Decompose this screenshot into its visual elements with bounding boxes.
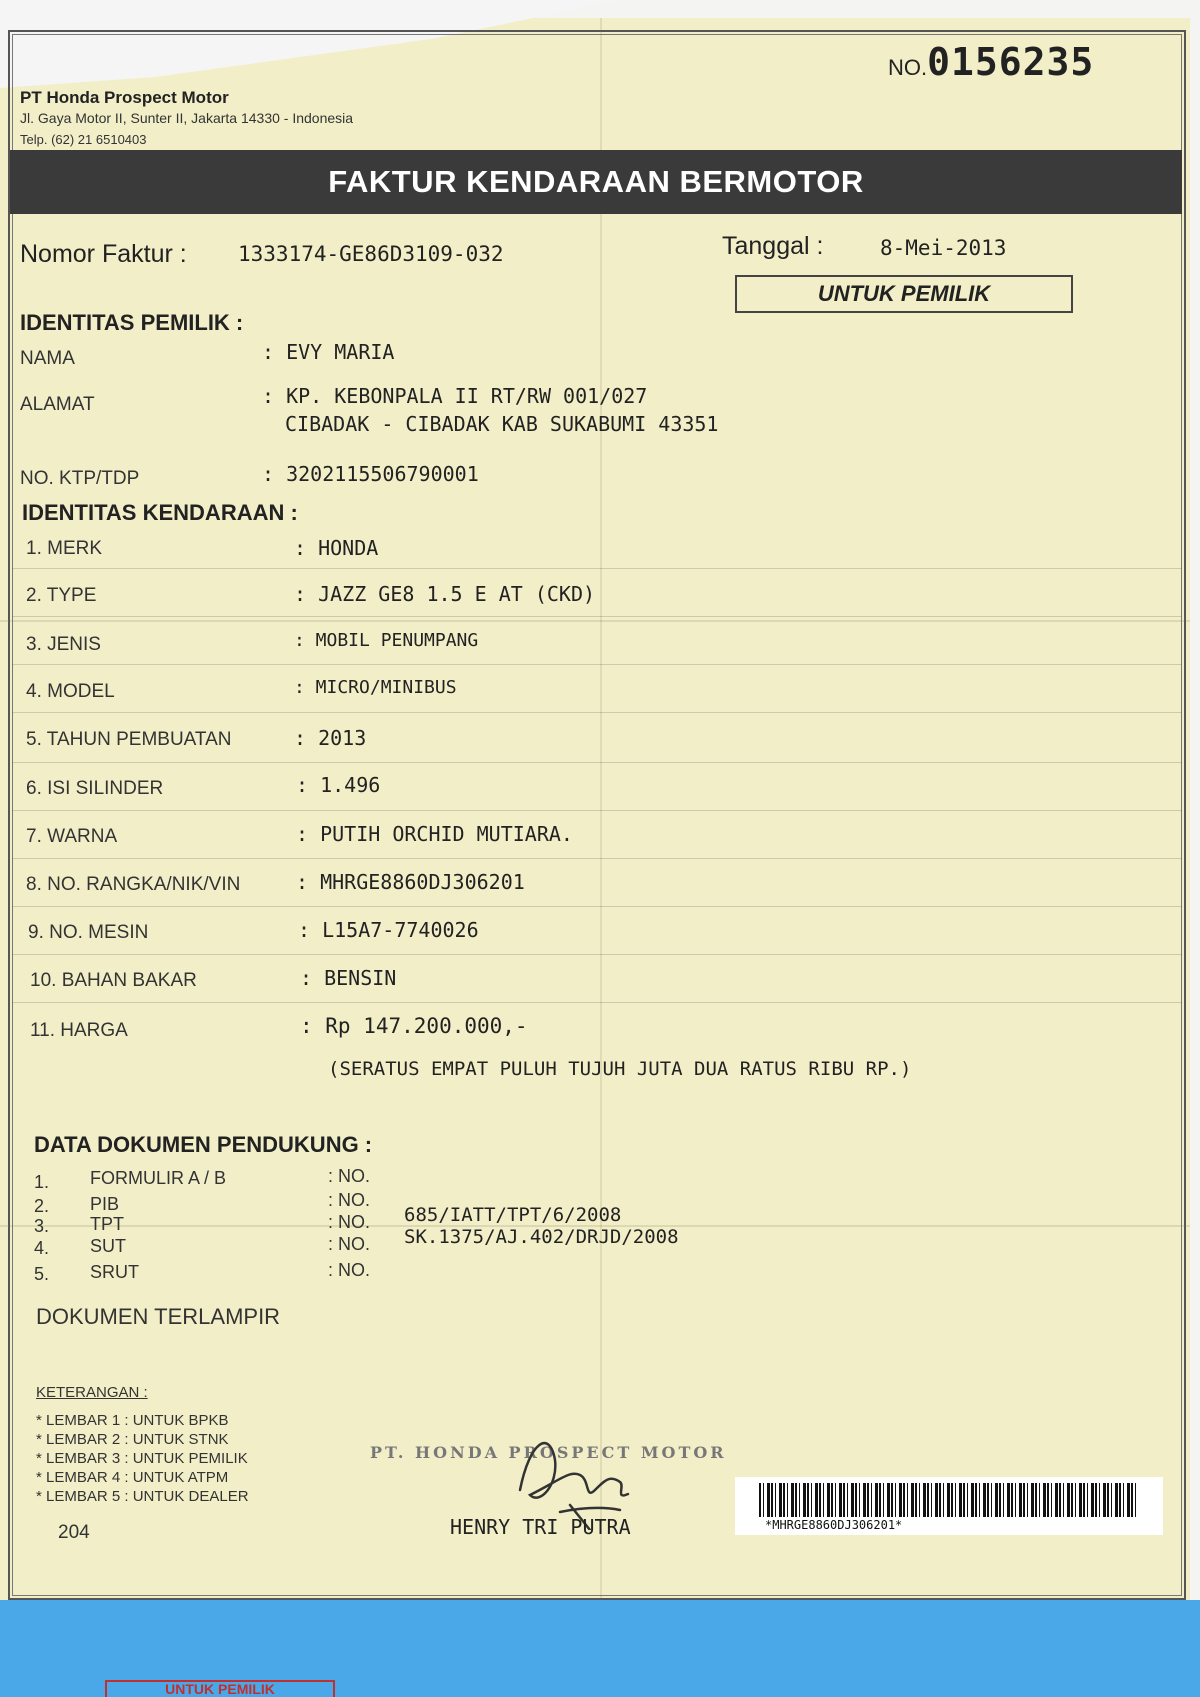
owner-heading: IDENTITAS PEMILIK : [20, 310, 244, 335]
company-address: Jl. Gaya Motor II, Sunter II, Jakarta 14330 - Indonesia [20, 110, 354, 126]
vehicle-jenis-value: : MOBIL PENUMPANG [294, 630, 479, 651]
vehicle-engine-label: 9. NO. MESIN [28, 922, 149, 943]
vin-barcode [735, 1477, 1163, 1535]
support-row-label: SUT [90, 1236, 126, 1256]
vehicle-type-value: : JAZZ GE8 1.5 E AT (CKD) [294, 582, 596, 606]
inner-frame [12, 34, 1182, 1596]
vehicle-jenis-label: 3. JENIS [26, 634, 101, 655]
support-row-prefix: : NO. [328, 1260, 371, 1280]
vehicle-cylinder-value: : 1.496 [296, 773, 381, 797]
note-item: * LEMBAR 4 : UNTUK ATPM [36, 1469, 229, 1486]
support-row-value: SK.1375/AJ.402/DRJD/2008 [404, 1226, 679, 1248]
vehicle-merk-value: : HONDA [294, 536, 379, 560]
support-row-prefix: : NO. [328, 1234, 371, 1254]
vehicle-price-value: : Rp 147.200.000,- [300, 1014, 528, 1038]
vehicle-year-label: 5. TAHUN PEMBUATAN [26, 729, 232, 750]
vehicle-vin-value: : MHRGE8860DJ306201 [296, 870, 525, 894]
document-number-label: NO. [888, 55, 928, 80]
attached-docs-heading: DOKUMEN TERLAMPIR [36, 1304, 281, 1329]
fold-line [600, 18, 602, 1613]
page-number: 204 [58, 1522, 90, 1543]
vehicle-model-label: 4. MODEL [26, 681, 115, 702]
row-divider [12, 858, 1182, 859]
owner-address-label: ALAMAT [20, 394, 95, 415]
note-item: * LEMBAR 3 : UNTUK PEMILIK [36, 1450, 248, 1467]
vehicle-color-label: 7. WARNA [26, 826, 118, 847]
date-label: Tanggal : [722, 232, 824, 260]
row-divider [12, 762, 1182, 763]
company-stamp: PT. HONDA PROSPECT MOTOR [370, 1443, 727, 1462]
row-divider [12, 712, 1182, 713]
invoice-number-value: 1333174-GE86D3109-032 [238, 242, 504, 266]
vehicle-engine-value: : L15A7-7740026 [298, 918, 479, 942]
date-value: 8-Mei-2013 [880, 236, 1007, 260]
invoice-number-label: Nomor Faktur : [20, 240, 187, 268]
vehicle-fuel-label: 10. BAHAN BAKAR [30, 970, 197, 991]
owner-ktp-label: NO. KTP/TDP [20, 468, 140, 489]
owner-address-line2: CIBADAK - CIBADAK KAB SUKABUMI 43351 [285, 412, 719, 436]
note-item: * LEMBAR 5 : UNTUK DEALER [36, 1488, 249, 1505]
support-row-label: FORMULIR A / B [90, 1168, 227, 1188]
company-name: PT Honda Prospect Motor [20, 88, 229, 107]
support-row-prefix: : NO. [328, 1190, 371, 1210]
row-divider [12, 1002, 1182, 1003]
row-divider [12, 568, 1182, 569]
document-number [888, 40, 1094, 84]
vehicle-model-value: : MICRO/MINIBUS [294, 677, 457, 698]
vehicle-type-label: 2. TYPE [26, 585, 97, 606]
support-row-label: SRUT [90, 1262, 139, 1282]
document-number-value: 0156235 [927, 40, 1095, 84]
company-phone: Telp. (62) 21 6510403 [20, 132, 147, 147]
row-divider [12, 906, 1182, 907]
support-row-num: 1. [34, 1172, 50, 1192]
support-row-num: 2. [34, 1196, 50, 1216]
support-row-label: PIB [90, 1194, 120, 1214]
owner-name-value: : EVY MARIA [262, 340, 395, 364]
note-item: * LEMBAR 2 : UNTUK STNK [36, 1431, 229, 1448]
vehicle-price-words: (SERATUS EMPAT PULUH TUJUH JUTA DUA RATUS RIBU RP.) [328, 1058, 912, 1080]
signatory-name: HENRY TRI PUTRA [450, 1515, 631, 1539]
vehicle-heading: IDENTITAS KENDARAAN : [22, 500, 298, 525]
support-row-prefix: : NO. [328, 1212, 371, 1232]
vehicle-fuel-value: : BENSIN [300, 966, 397, 990]
vehicle-year-value: : 2013 [294, 726, 367, 750]
support-row-num: 4. [34, 1238, 50, 1258]
support-row-num: 3. [34, 1216, 50, 1236]
barcode-bars [759, 1483, 1139, 1517]
barcode-text: *MHRGE8860DJ306201* [765, 1518, 903, 1532]
support-row-value: 685/IATT/TPT/6/2008 [404, 1204, 622, 1226]
copy-designation-box: UNTUK PEMILIK [735, 275, 1073, 313]
support-row-num: 5. [34, 1264, 50, 1284]
notes-heading: KETERANGAN : [36, 1384, 148, 1401]
row-divider [12, 810, 1182, 811]
support-docs-heading: DATA DOKUMEN PENDUKUNG : [34, 1132, 373, 1157]
underlying-sheet-label: UNTUK PEMILIK [105, 1680, 335, 1697]
support-row-prefix: : NO. [328, 1166, 371, 1186]
row-divider [12, 954, 1182, 955]
note-item: * LEMBAR 1 : UNTUK BPKB [36, 1412, 229, 1429]
fold-line [0, 620, 1190, 622]
vehicle-color-value: : PUTIH ORCHID MUTIARA. [296, 822, 573, 846]
support-row-label: TPT [90, 1214, 124, 1234]
owner-ktp-value: : 3202115506790001 [262, 462, 479, 486]
row-divider [12, 664, 1182, 665]
vehicle-merk-label: 1. MERK [26, 538, 103, 559]
owner-address-line1: : KP. KEBONPALA II RT/RW 001/027 [262, 384, 648, 408]
vehicle-cylinder-label: 6. ISI SILINDER [26, 778, 164, 799]
vehicle-price-label: 11. HARGA [30, 1020, 128, 1041]
document-title: FAKTUR KENDARAAN BERMOTOR [10, 150, 1182, 214]
row-divider [12, 616, 1182, 617]
signature-image [500, 1420, 660, 1530]
vehicle-vin-label: 8. NO. RANGKA/NIK/VIN [26, 874, 241, 895]
owner-name-label: NAMA [20, 348, 75, 369]
